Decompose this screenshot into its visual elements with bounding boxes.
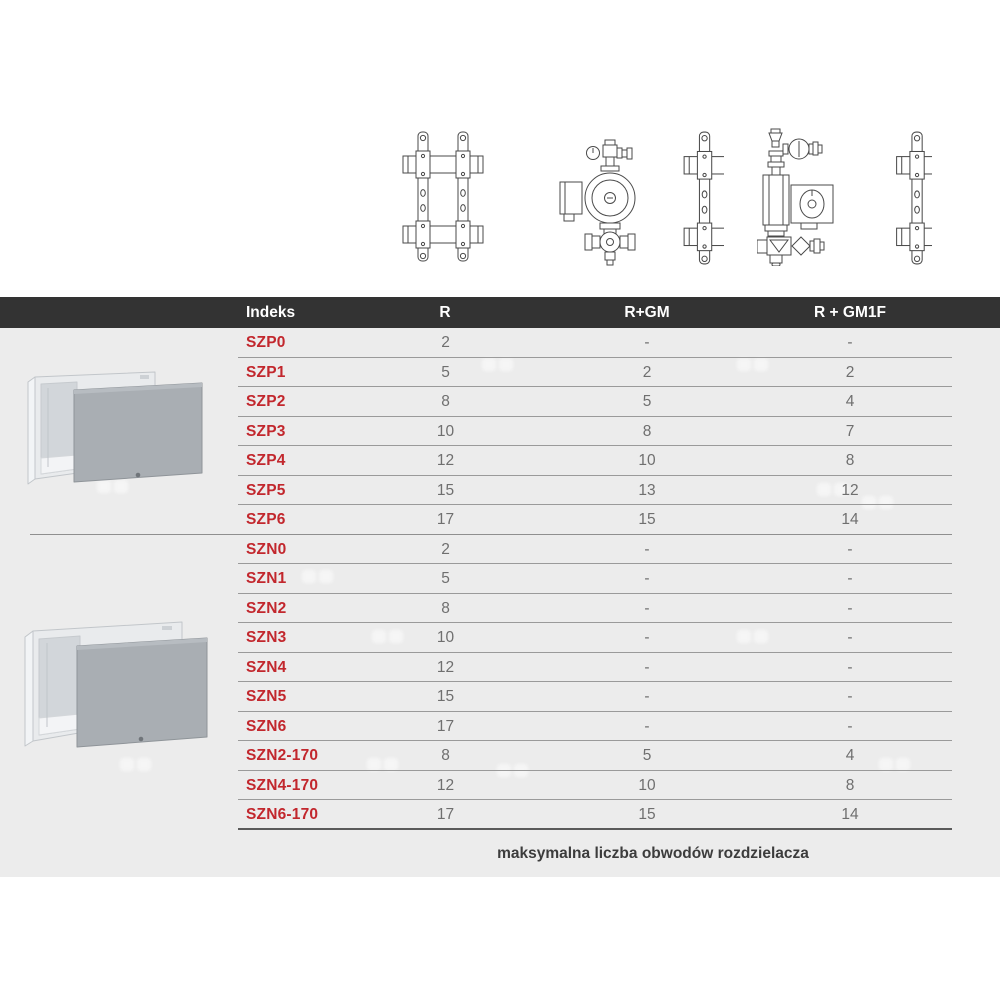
product-code-cell: SZP2 [246, 393, 286, 410]
product-code-cell: SZN1 [246, 570, 287, 587]
manifold-drawing-r [402, 129, 484, 264]
r-value-cell: 8 [441, 393, 450, 410]
r-value-cell: 17 [436, 717, 455, 735]
manifold-drawing-r-gm1f [757, 128, 932, 266]
table-row [238, 476, 952, 506]
product-code-cell: SZP6 [246, 511, 286, 528]
r-gm-value-cell: 5 [642, 393, 652, 410]
r-gm1f-value-cell: 4 [845, 747, 855, 764]
product-code-cell: SZN2-170 [246, 747, 319, 764]
r-gm-value-cell: 10 [638, 452, 656, 469]
cabinet-szn-image [20, 615, 210, 772]
table-row [238, 741, 952, 771]
table-row [238, 564, 952, 594]
product-code-cell: SZN6-170 [246, 806, 319, 823]
r-gm1f-value-cell: 8 [845, 776, 855, 794]
cabinet-szp-image [22, 363, 207, 510]
r-gm1f-value-cell: - [847, 334, 853, 351]
table-row [238, 417, 952, 447]
table-row [238, 358, 952, 388]
table-row [238, 505, 952, 535]
table-row [238, 682, 952, 712]
r-value-cell: 10 [436, 629, 455, 646]
product-code-cell: SZP5 [246, 481, 286, 499]
product-code-cell: SZP3 [246, 422, 286, 440]
r-gm1f-value-cell: - [847, 599, 853, 617]
r-gm1f-value-cell: 4 [845, 393, 855, 410]
r-value-cell: 2 [441, 334, 450, 351]
r-gm-value-cell: 13 [638, 481, 656, 499]
table-row [238, 800, 952, 830]
product-code-cell: SZP0 [246, 334, 286, 351]
r-gm-value-cell: - [644, 688, 650, 705]
r-gm1f-value-cell: 14 [841, 511, 859, 528]
table-header [0, 297, 1000, 328]
r-gm-value-cell: 10 [638, 776, 656, 794]
product-code-cell: SZN3 [246, 629, 287, 646]
r-gm1f-value-cell: 14 [841, 806, 859, 823]
r-gm-value-cell: 15 [638, 806, 656, 823]
table-row [238, 623, 952, 653]
table-row [238, 594, 952, 624]
r-gm1f-value-cell: - [847, 540, 853, 558]
r-gm-value-cell: - [644, 629, 650, 646]
r-gm1f-value-cell: 2 [845, 363, 855, 381]
column-header-r-gm1f: R + GM1F [814, 304, 886, 321]
table-row [238, 328, 952, 358]
manifold-drawing-r-gm [558, 128, 724, 266]
r-gm-value-cell: - [644, 717, 650, 735]
r-value-cell: 5 [441, 570, 450, 587]
column-header-r: R [439, 304, 451, 321]
table-row [238, 771, 952, 801]
column-header-r-gm: R+GM [624, 304, 670, 321]
r-value-cell: 8 [441, 599, 450, 617]
table-caption: maksymalna liczba obwodów rozdzielacza [497, 845, 809, 862]
product-code-cell: SZN6 [246, 717, 287, 735]
r-value-cell: 15 [436, 481, 455, 499]
product-code-cell: SZP4 [246, 452, 286, 469]
r-value-cell: 17 [436, 511, 455, 528]
table-row [238, 712, 952, 742]
product-code-cell: SZN5 [246, 688, 287, 705]
r-gm1f-value-cell: - [847, 629, 853, 646]
r-gm-value-cell: - [644, 540, 650, 558]
r-gm-value-cell: 5 [642, 747, 652, 764]
r-gm-value-cell: - [644, 334, 650, 351]
r-value-cell: 10 [436, 422, 455, 440]
r-gm1f-value-cell: 12 [841, 481, 859, 499]
r-gm1f-value-cell: - [847, 658, 853, 676]
r-gm1f-value-cell: - [847, 688, 853, 705]
r-gm1f-value-cell: 8 [845, 452, 855, 469]
r-value-cell: 15 [436, 688, 455, 705]
r-value-cell: 2 [441, 540, 450, 558]
table-rows [238, 328, 952, 830]
column-header-indeks: Indeks [246, 304, 296, 321]
table-body [0, 328, 1000, 877]
r-value-cell: 8 [441, 747, 450, 764]
r-gm-value-cell: - [644, 658, 650, 676]
r-gm-value-cell: 15 [638, 511, 656, 528]
r-gm-value-cell: - [644, 570, 650, 587]
r-gm-value-cell: 8 [642, 422, 652, 440]
r-gm-value-cell: - [644, 599, 650, 617]
table-row [238, 535, 952, 565]
product-code-cell: SZN4 [246, 658, 287, 676]
r-gm1f-value-cell: - [847, 717, 853, 735]
product-code-cell: SZP1 [246, 363, 286, 381]
r-gm-value-cell: 2 [642, 363, 652, 381]
r-value-cell: 17 [436, 806, 455, 823]
table-row [238, 653, 952, 683]
r-value-cell: 12 [436, 776, 455, 794]
r-gm1f-value-cell: 7 [845, 422, 855, 440]
r-value-cell: 5 [441, 363, 450, 381]
product-code-cell: SZN4-170 [246, 776, 319, 794]
table-row [238, 446, 952, 476]
table-row [238, 387, 952, 417]
r-value-cell: 12 [436, 658, 455, 676]
product-code-cell: SZN0 [246, 540, 287, 558]
r-gm1f-value-cell: - [847, 570, 853, 587]
product-code-cell: SZN2 [246, 599, 287, 617]
r-value-cell: 12 [436, 452, 455, 469]
